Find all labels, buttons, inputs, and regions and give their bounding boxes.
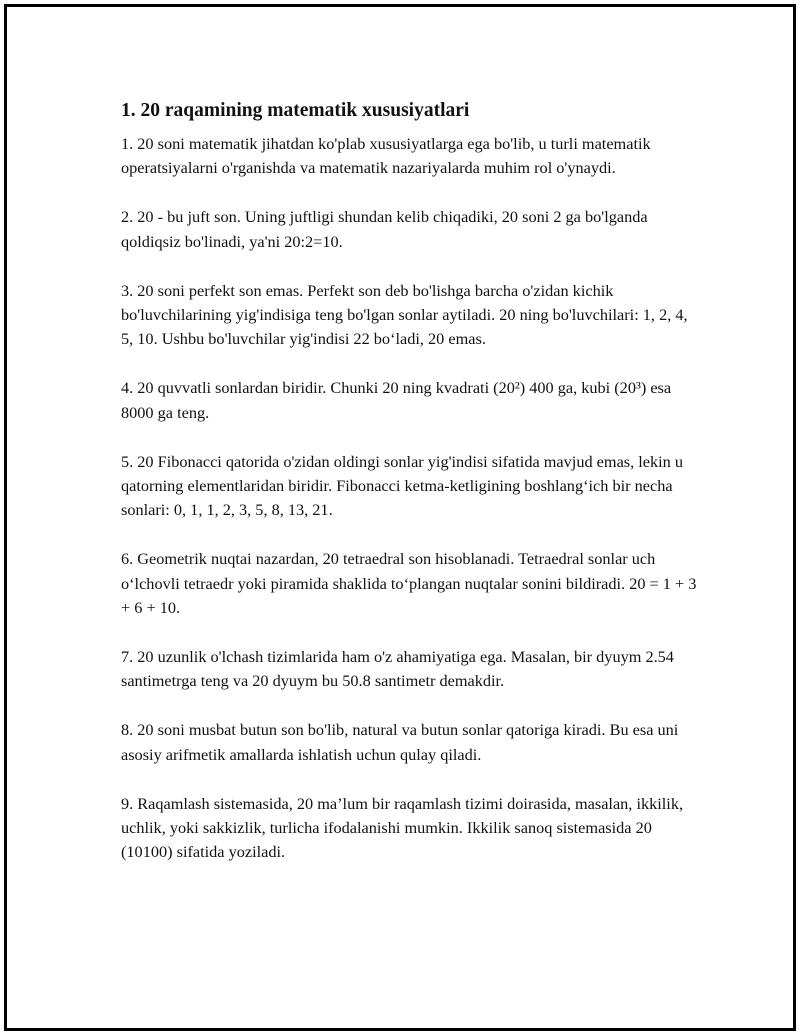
paragraph-7: 7. 20 uzunlik o'lchash tizimlarida ham o'z ahamiyatiga ega. Masalan, bir dyuym 2.54 santimetrga teng va 20 dyuym bu 50.8 santimetr demakdir. [121,647,674,691]
paragraph-1: 1. 20 soni matematik jihatdan ko'plab xususiyatlarga ega bo'lib, u turli matematik operatsiyalarni o'rganishda va matematik nazariyalarda muhim rol o'ynaydi. [121,134,651,178]
paragraph-4: 4. 20 quvvatli sonlardan biridir. Chunki 20 ning kvadrati (20²) 400 ga, kubi (20³) esa 8000 ga teng. [121,378,672,422]
paragraph-5: 5. 20 Fibonacci qatorida o'zidan oldingi sonlar yig'indisi sifatida mavjud emas, lekin u qatorning elementlaridan biridir. Fibonacci ketma-ketligining boshlang‘ich bir necha sonlari: 0, 1, 1, 2, 3, 5, 8, 13, 21. [121,451,684,520]
document-body [121,99,701,889]
paragraph-6: 6. Geometrik nuqtai nazardan, 20 tetraedral son hisoblanadi. Tetraedral sonlar uch o‘lchovli tetraedr yoki piramida shaklida to‘plangan nuqtalar sonini bildiradi. 20 = 1 + 3 + 6 + 10. [121,549,697,617]
document-title: 1. 20 raqamining matematik xususiyatlari [121,100,470,121]
page-frame [4,4,796,1031]
paragraph-2: 2. 20 - bu juft son. Uning juftligi shundan kelib chiqadiki, 20 soni 2 ga bo'lganda qoldiqsiz bo'linadi, ya'ni 20:2=10. [121,207,648,251]
paragraph-3: 3. 20 soni perfekt son emas. Perfekt son deb bo'lishga barcha o'zidan kichik bo'luvchilarining yig'indisiga teng bo'lgan sonlar aytiladi. 20 ning bo'luvchilari: 1, 2, 4, 5, 10. Ushbu bo'luvchilar yig'indisi 22 bo‘ladi, 20 emas. [121,280,688,349]
paragraph-8: 8. 20 soni musbat butun son bo'lib, natural va butun sonlar qatoriga kiradi. Bu esa uni asosiy arifmetik amallarda ishlatish uchun qulay qiladi. [121,720,679,764]
paragraph-9: 9. Raqamlash sistemasida, 20 ma’lum bir raqamlash tizimi doirasida, masalan, ikkilik, uchlik, yoki sakkizlik, turlicha ifodalanishi mumkin. Ikkilik sanoq sistemasida 20 (10100) sifatida yoziladi. [121,793,684,862]
